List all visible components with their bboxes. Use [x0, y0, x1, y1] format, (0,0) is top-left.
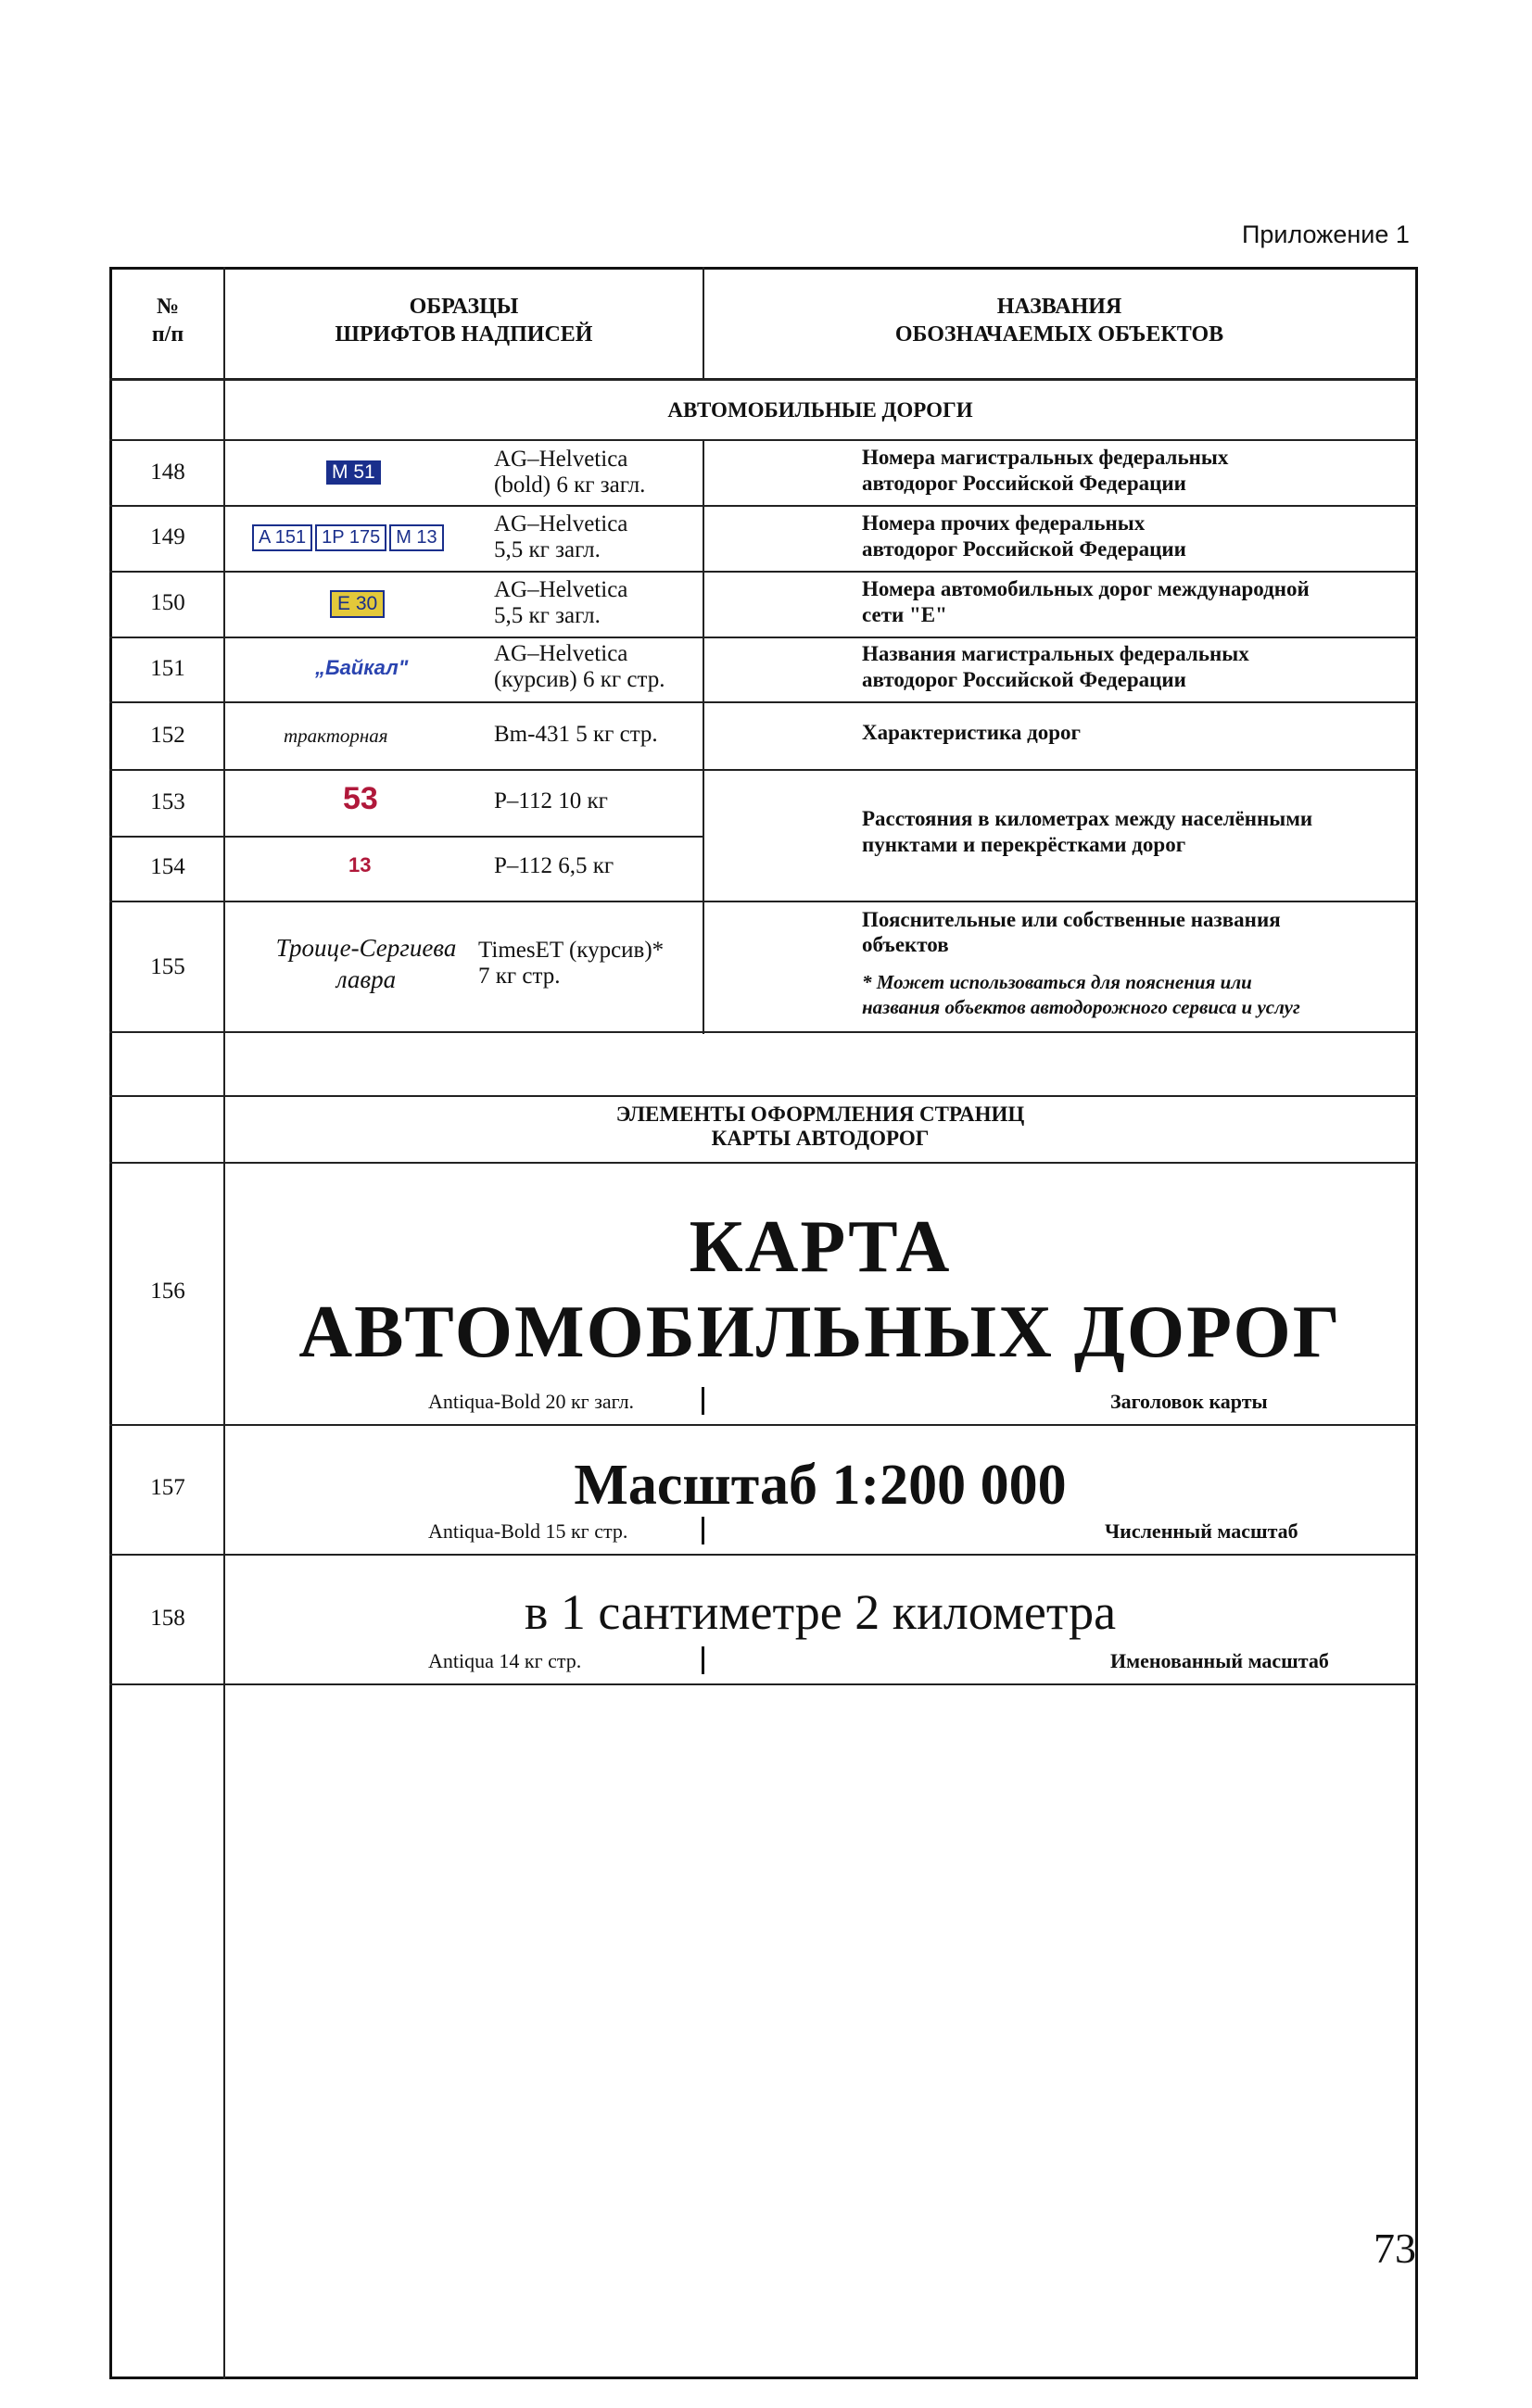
road-sign-federal: M 51: [326, 460, 381, 485]
font-spec: TimesET (курсив)* 7 кг стр.: [478, 938, 665, 989]
object-name: Номера автомобильных дорог международной сети "E": [862, 577, 1310, 626]
row-number: 153: [150, 789, 185, 814]
font-spec: Antiqua-Bold 15 кг стр.: [428, 1519, 628, 1543]
distance-sample-large: 53: [343, 781, 378, 816]
map-title-sample: КАРТА АВТОМОБИЛЬНЫХ ДОРОГ: [298, 1206, 1342, 1373]
row-line: [109, 637, 1418, 638]
font-spec: AG–Helvetica 5,5 кг загл.: [494, 577, 628, 628]
footnote: * Может использоваться для пояснения или названия объектов автодорожного сервиса и услуг: [862, 971, 1300, 1018]
row-line: [109, 701, 1418, 703]
distance-sample-small: 13: [348, 853, 372, 876]
divider-tick: [702, 1646, 704, 1674]
object-name: Заголовок карты: [1110, 1390, 1268, 1413]
font-spec: Antiqua 14 кг стр.: [428, 1649, 582, 1672]
font-spec: Bm-431 5 кг стр.: [494, 722, 658, 747]
place-name-sample: Троице-Сергиева лавра: [275, 934, 457, 993]
header-names: НАЗВАНИЯ ОБОЗНАЧАЕМЫХ ОБЪЕКТОВ: [894, 295, 1224, 347]
road-sign-group: [252, 524, 447, 551]
font-spec: P–112 6,5 кг: [494, 853, 614, 878]
road-sign-m13: M 13: [389, 524, 443, 551]
row-line: [109, 1095, 1418, 1097]
row-line: [109, 1554, 1418, 1556]
row-number: 148: [150, 460, 185, 485]
appendix-label: Приложение 1: [1242, 221, 1410, 248]
divider-tick: [702, 1517, 704, 1544]
object-name: Номера магистральных федеральных автодорог Российской Федерации: [862, 446, 1229, 495]
row-line: [109, 505, 1418, 507]
col-divider-body: [703, 441, 704, 1034]
object-name: Расстояния в километрах между населёнными пунктами и перекрёстками дорог: [862, 807, 1313, 856]
section-pages: ЭЛЕМЕНТЫ ОФОРМЛЕНИЯ СТРАНИЦ КАРТЫ АВТОДОРОГ: [615, 1103, 1025, 1150]
road-sign-1p175: 1P 175: [315, 524, 386, 551]
font-spec: AG–Helvetica 5,5 кг загл.: [494, 511, 628, 562]
row-line: [109, 1683, 1418, 1685]
font-spec: AG–Helvetica (bold) 6 кг загл.: [494, 447, 646, 498]
page-number: 73: [1374, 2225, 1416, 2272]
row-line: [109, 769, 1418, 771]
font-spec: P–112 10 кг: [494, 788, 608, 813]
row-number: 150: [150, 590, 185, 615]
road-type-sample: тракторная: [284, 725, 388, 747]
road-name-sample: „Байкал": [315, 656, 409, 679]
header-bottom-line: [109, 378, 1418, 381]
row-line: [109, 571, 1418, 573]
font-spec: AG–Helvetica (курсив) 6 кг стр.: [494, 641, 665, 692]
header-num: № п/п: [151, 295, 184, 347]
object-name: Численный масштаб: [1105, 1519, 1298, 1543]
row-number: 154: [150, 854, 185, 879]
row-line: [109, 439, 1418, 441]
road-sign-a151: A 151: [252, 524, 312, 551]
row-line: [109, 1424, 1418, 1426]
object-name: Характеристика дорог: [862, 721, 1081, 744]
divider-tick: [702, 1387, 704, 1415]
header-samples: ОБРАЗЦЫ ШРИФТОВ НАДПИСЕЙ: [335, 295, 593, 347]
row-line: [109, 1162, 1418, 1164]
row-number: 155: [150, 954, 185, 979]
row-line: [109, 1031, 1418, 1033]
row-line: [109, 901, 1418, 902]
row-number: 156: [150, 1279, 185, 1304]
road-sign-euro: E 30: [330, 590, 385, 618]
font-spec: Antiqua-Bold 20 кг загл.: [428, 1390, 635, 1413]
row-number: 158: [150, 1606, 185, 1631]
row-number: 152: [150, 723, 185, 748]
scale-numeric-sample: Масштаб 1:200 000: [574, 1454, 1067, 1517]
row-number: 151: [150, 656, 185, 681]
row-number: 157: [150, 1475, 185, 1500]
scale-named-sample: в 1 сантиметре 2 километра: [524, 1584, 1117, 1640]
object-name: Пояснительные или собственные названия объектов: [862, 908, 1281, 956]
object-name: Номера прочих федеральных автодорог Российской Федерации: [862, 511, 1186, 561]
object-name: Названия магистральных федеральных автодорог Российской Федерации: [862, 642, 1249, 691]
row-number: 149: [150, 524, 185, 549]
section-roads: АВТОМОБИЛЬНЫЕ ДОРОГИ: [667, 398, 973, 422]
object-name: Именованный масштаб: [1110, 1649, 1329, 1672]
row-line: [109, 836, 703, 838]
